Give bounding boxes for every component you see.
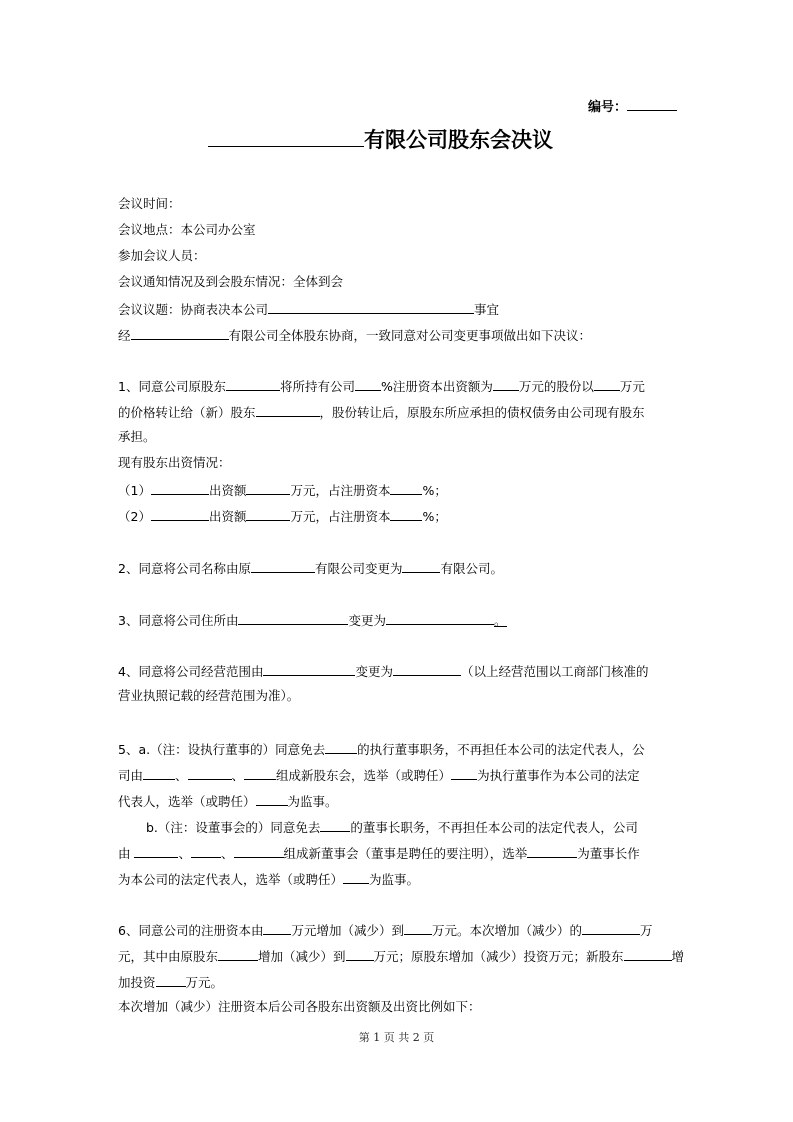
item5-b-line3: 为本公司的法定代表人，选举（或聘任） 为监事。	[118, 872, 420, 887]
blank	[268, 300, 474, 314]
item4-line2: 营业执照记载的经营范围为准）。	[118, 688, 300, 703]
holder-row-2: （2） 出资额 万元，占注册资本 %；	[118, 509, 447, 524]
blank	[355, 377, 381, 391]
blank	[238, 611, 348, 625]
meeting-place: 会议地点：本公司办公室	[118, 222, 256, 237]
blank	[402, 559, 440, 573]
blank	[582, 921, 640, 935]
item5-a-line1: 5、a.（注：设执行董事的）同意免去 的执行董事职务，不再担任本公司的法定代表人，公	[118, 742, 645, 757]
blank	[404, 921, 432, 935]
holder-row-1: （1） 出资额 万元，占注册资本 %；	[118, 483, 447, 498]
item5-b-line2: 由 、 、 组成新董事会（董事是聘任的要注明），选举 为董事长作	[118, 846, 640, 861]
item4-line1: 4、同意将公司经营范围由 变更为 （以上经营范围以工商部门核准的	[118, 664, 649, 679]
item5-a-line3: 代表人，选举（或聘任） 为监事。	[118, 794, 338, 809]
item5-a-line2: 司由 、 、 组成新股东会，选举（或聘任） 为执行董事作为本公司的法定	[118, 768, 640, 783]
blank	[263, 662, 355, 676]
blank	[346, 947, 374, 961]
blank	[246, 481, 290, 495]
item2-line1: 2、同意将公司名称由原 有限公司变更为 有限公司。	[118, 561, 503, 576]
title-text: 有限公司股东会决议	[364, 127, 553, 152]
serial-label: 编号：	[588, 100, 628, 115]
meeting-topic: 会议议题：协商表决本公司 事宜	[118, 302, 500, 317]
blank	[263, 921, 291, 935]
blank	[393, 662, 461, 676]
meeting-time: 会议时间：	[118, 196, 181, 211]
item6-line3: 加投资 万元。	[118, 975, 224, 990]
item6-line4: 本次增加（减少）注册资本后公司各股东出资额及出资比例如下：	[118, 999, 481, 1014]
item6-line1: 6、同意公司的注册资本由 万元增加（减少）到 万元。本次增加（减少）的 万	[118, 923, 653, 938]
item5-b-line1: b.（注：设董事会的）同意免去 的董事长职务，不再担任本公司的法定代表人，公司	[146, 820, 638, 835]
resolution-intro: 经 有限公司全体股东协商，一致同意对公司变更事项做出如下决议：	[118, 328, 592, 343]
page-footer: 第 1 页 共 2 页	[358, 1031, 435, 1044]
blank	[390, 481, 422, 495]
blank	[624, 947, 672, 961]
blank	[386, 611, 494, 625]
blank	[320, 818, 350, 832]
item6-line2: 元，其中由原股东 增加（减少）到 万元；原股东增加（减少）投资万元；新股东 增	[118, 949, 685, 964]
blank	[325, 740, 357, 754]
blank	[527, 844, 577, 858]
blank	[226, 377, 280, 391]
blank	[143, 766, 175, 780]
blank	[156, 973, 186, 987]
blank	[451, 766, 477, 780]
blank	[131, 326, 229, 340]
blank	[234, 844, 284, 858]
serial-blank	[627, 98, 677, 111]
item1-line2: 的价格转让给（新）股东 ，股份转让后，原股东所应承担的债权债务由公司现有股东	[118, 405, 645, 420]
blank	[594, 377, 620, 391]
blank	[151, 507, 209, 521]
blank	[256, 403, 320, 417]
item3-line1: 3、同意将公司住所由 变更为 。	[118, 613, 507, 628]
blank	[188, 766, 232, 780]
blank	[134, 844, 178, 858]
blank	[191, 844, 221, 858]
blank	[151, 481, 209, 495]
company-name-blank	[208, 126, 364, 147]
holders-title: 现有股东出资情况：	[118, 455, 231, 470]
blank	[343, 870, 369, 884]
blank	[390, 507, 422, 521]
blank	[218, 947, 258, 961]
item1-line3: 承担。	[118, 429, 156, 444]
document-title	[208, 124, 553, 154]
blank	[251, 559, 315, 573]
blank	[256, 792, 288, 806]
blank	[493, 377, 519, 391]
blank	[244, 766, 276, 780]
meeting-attendees: 参加会议人员：	[118, 248, 206, 263]
meeting-notice: 会议通知情况及到会股东情况：全体到会	[118, 274, 344, 289]
serial-number	[588, 96, 677, 115]
item1-line1: 1、同意公司原股东 将所持有公司 %注册资本出资额为 万元的股份以 万元	[118, 379, 645, 394]
blank	[246, 507, 290, 521]
